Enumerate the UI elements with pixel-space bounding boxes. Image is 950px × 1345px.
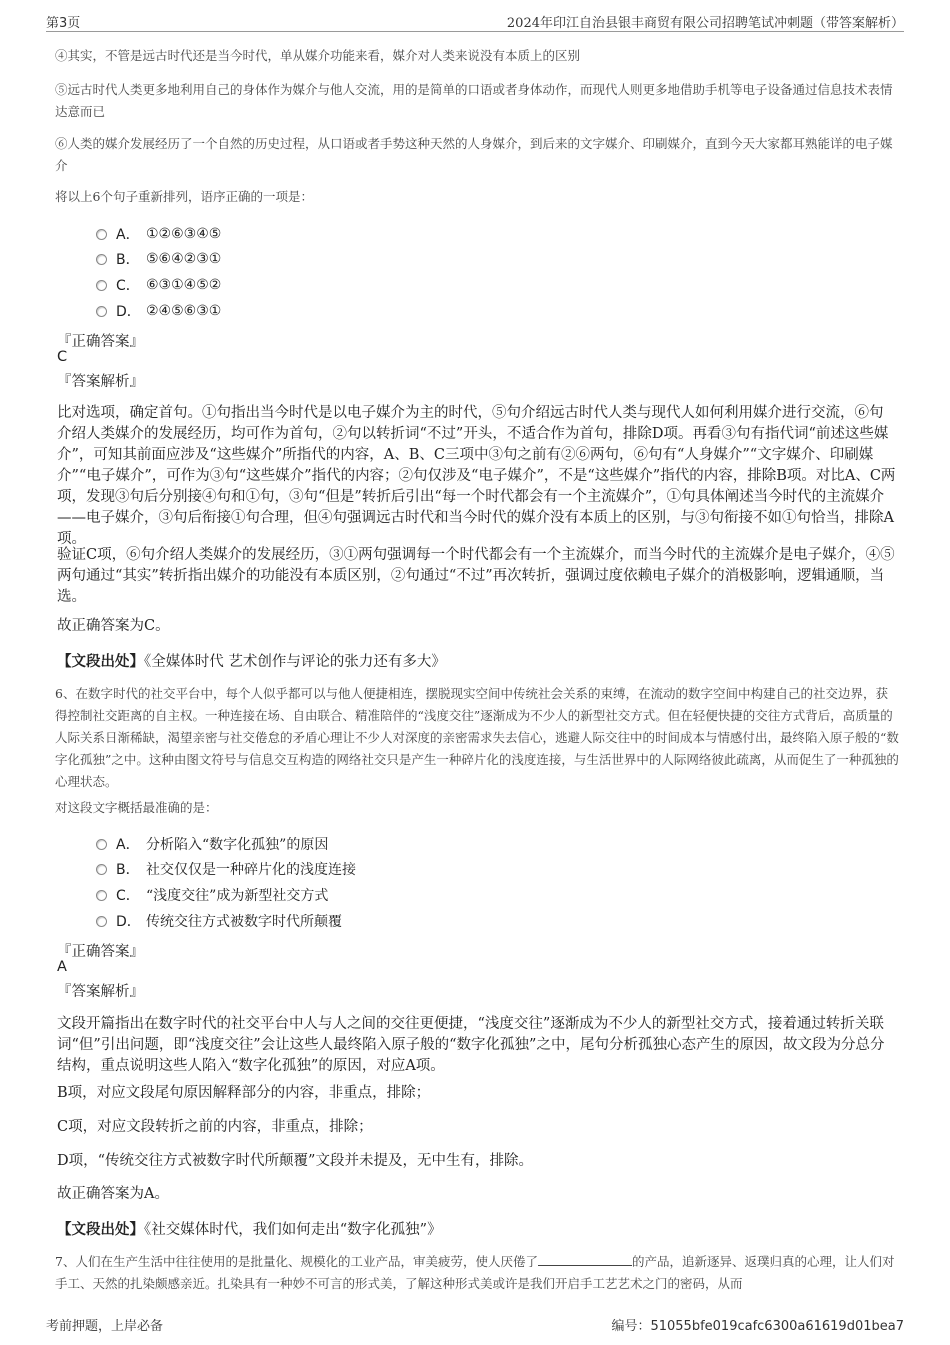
question-prompt: 对这段文字概括最准确的是： [55, 800, 218, 815]
radio-icon[interactable] [96, 254, 107, 265]
option-text: 分析陷入“数字化孤独”的原因 [146, 837, 329, 853]
analysis-label: 『答案解析』 [57, 984, 144, 1000]
sentence-5: ⑤远古时代人类更多地利用自己的身体作为媒介与他人交流，用的是简单的口语或者身体动作，而现代人则更多地借助手机等电子设备通过信息技术表情达意而已 [55, 82, 893, 119]
analysis-label: 『答案解析』 [57, 374, 144, 390]
radio-icon[interactable] [96, 890, 107, 901]
fill-in-blank[interactable] [538, 1253, 632, 1266]
source-label: 【文段出处】 [57, 653, 144, 670]
radio-icon[interactable] [96, 306, 107, 317]
source-citation [57, 1218, 442, 1239]
radio-icon[interactable] [96, 864, 107, 875]
option-text: “浅度交往”成为新型社交方式 [146, 888, 329, 904]
footer-slogan: 考前押题，上岸必备 [46, 1319, 164, 1334]
correct-answer: A [57, 959, 67, 975]
analysis-paragraph: 比对选项，确定首句。①句指出当今时代是以电子媒介为主的时代，⑤句介绍远古时代人类与现代人如何利用媒介进行交流，⑥句介绍人类媒介的发展经历，均可作为首句，②句以转折词“不过”开头，不适合作为首句，排除D项。再看③句有指代词“前述这些媒介”，可知其前面应涉及“这些媒介”所指代的内容，A、B、C三项中③句之前有②⑥两句，⑥句有“人身媒介”“文字媒介、印刷媒介”“电子媒介”，可作为③句“这些媒介”指代的内容；②句仅涉及“电子媒介”，不是“这些媒介”指代的内容，排除B项。对比A、C两项，发现③句后分别接④句和①句，③句“但是”转折后引出“每一个时代都会有一个主流媒介”，①句具体阐述当今时代的主流媒介——电子媒介，③句后衔接①句合理，但④句强调远古时代和当今时代的媒介没有本质上的区别，与③句衔接不如①句恰当，排除A项。 [57, 405, 896, 547]
option-d[interactable]: D． 传统交往方式被数字时代所颠覆 [96, 911, 342, 931]
radio-icon[interactable] [96, 229, 107, 240]
analysis-option-b: B项，对应文段尾句原因解释部分的内容，非重点，排除； [57, 1085, 431, 1101]
answer-label: 『正确答案』 [57, 944, 144, 960]
question-stem: 6、在数字时代的社交平台中，每个人似乎都可以与他人便捷相连，摆脱现实空间中传统社会关系的束缚，在流动的数字空间中构建自己的社交边界，获得控制社交距离的自主权。一种连接在场、自由联合、精准陪伴的“浅度交往”逐渐成为不少人的新型社交方式。但在轻便快捷的交往方式背后，高质量的人际关系日渐稀缺，渴望亲密与社交倦怠的矛盾心理让不少人对深度的亲密需求失去信心，逃避人际交往中的时间成本与情感付出，最终陷入原子般的“数字化孤独”之中。这种由图文符号与信息交互构造的网络社交只是产生一种碎片化的浅度连接，与生活世界中的人际网络彼此疏离，从而促生了一种孤独的心理状态。 [55, 686, 899, 789]
page-number: 第3页 [46, 16, 81, 31]
conclusion: 故正确答案为C。 [57, 618, 170, 634]
option-text: 社交仅仅是一种碎片化的浅度连接 [146, 862, 356, 878]
header-divider [46, 31, 904, 32]
sentence-6: ⑥人类的媒介发展经历了一个自然的历史过程，从口语或者手势这种天然的人身媒介，到后来的文字媒介、印刷媒介，直到今天大家都耳熟能详的电子媒介 [55, 136, 893, 173]
option-d[interactable]: D． ②④⑤⑥③① [96, 301, 221, 321]
option-text: ⑤⑥④②③① [146, 251, 222, 267]
option-text: ①②⑥③④⑤ [146, 226, 222, 242]
conclusion: 故正确答案为A。 [57, 1186, 169, 1202]
option-c[interactable]: C． ⑥③①④⑤② [96, 275, 221, 295]
radio-icon[interactable] [96, 916, 107, 927]
answer-label: 『正确答案』 [57, 334, 144, 350]
option-text: ②④⑤⑥③① [146, 303, 222, 319]
radio-icon[interactable] [96, 839, 107, 850]
option-text: 传统交往方式被数字时代所颠覆 [146, 914, 342, 930]
sentence-4: ④其实，不管是远古时代还是当今时代，单从媒介功能来看，媒介对人类来说没有本质上的区别 [55, 48, 581, 63]
option-text: ⑥③①④⑤② [146, 277, 222, 293]
document-code: 编号：51055bfe019cafc6300a61619d01bea7 [611, 1319, 904, 1334]
source-title: 《社交媒体时代，我们如何走出“数字化孤独”》 [144, 1222, 442, 1238]
analysis-paragraph: 文段开篇指出在数字时代的社交平台中人与人之间的交往更便捷，“浅度交往”逐渐成为不少人的新型社交方式，接着通过转折关联词“但”引出问题，即“浅度交往”会让这些人最终陷入原子般的“数字化孤独”之中，尾句分析孤独心态产生的原因，故文段为分总分结构，重点说明这些人陷入“数字化孤独”的原因，对应A项。 [57, 1016, 885, 1074]
question-prompt: 将以上6个句子重新排列，语序正确的一项是： [55, 189, 313, 204]
source-label: 【文段出处】 [57, 1221, 144, 1238]
source-citation [57, 650, 446, 671]
analysis-paragraph: 验证C项，⑥句介绍人类媒介的发展经历，③①两句强调每一个时代都会有一个主流媒介，而当今时代的主流媒介是电子媒介，④⑤两句通过“其实”转折指出媒介的功能没有本质区别，②句通过“不过”再次转折，强调过度依赖电子媒介的消极影响，逻辑通顺，当选。 [57, 547, 895, 605]
option-c[interactable]: C． “浅度交往”成为新型社交方式 [96, 885, 328, 905]
option-a[interactable]: A． ①②⑥③④⑤ [96, 224, 221, 244]
document-title: 2024年印江自治县银丰商贸有限公司招聘笔试冲刺题（带答案解析） [506, 16, 904, 31]
option-a[interactable]: A． 分析陷入“数字化孤独”的原因 [96, 834, 328, 854]
question-stem: 7、人们在生产生活中往往使用的是批量化、规模化的工业产品，审美疲劳，使人厌倦了 的产品，追新逐异、返璞归真的心理，让人们对手工、天然的扎染颇感亲近。扎染具有一种妙不可言的形式美，了解这种形式美或许是我们开启手工艺艺术之门的密码，从而 [55, 1254, 895, 1291]
correct-answer: C [57, 349, 68, 365]
option-b[interactable]: B． 社交仅仅是一种碎片化的浅度连接 [96, 859, 356, 879]
option-b[interactable]: B． ⑤⑥④②③① [96, 249, 221, 269]
analysis-option-c: C项，对应文段转折之前的内容，非重点，排除； [57, 1119, 373, 1135]
analysis-option-d: D项，“传统交往方式被数字时代所颠覆”文段并未提及，无中生有，排除。 [57, 1153, 533, 1169]
source-title: 《全媒体时代 艺术创作与评论的张力还有多大》 [144, 654, 446, 670]
radio-icon[interactable] [96, 280, 107, 291]
